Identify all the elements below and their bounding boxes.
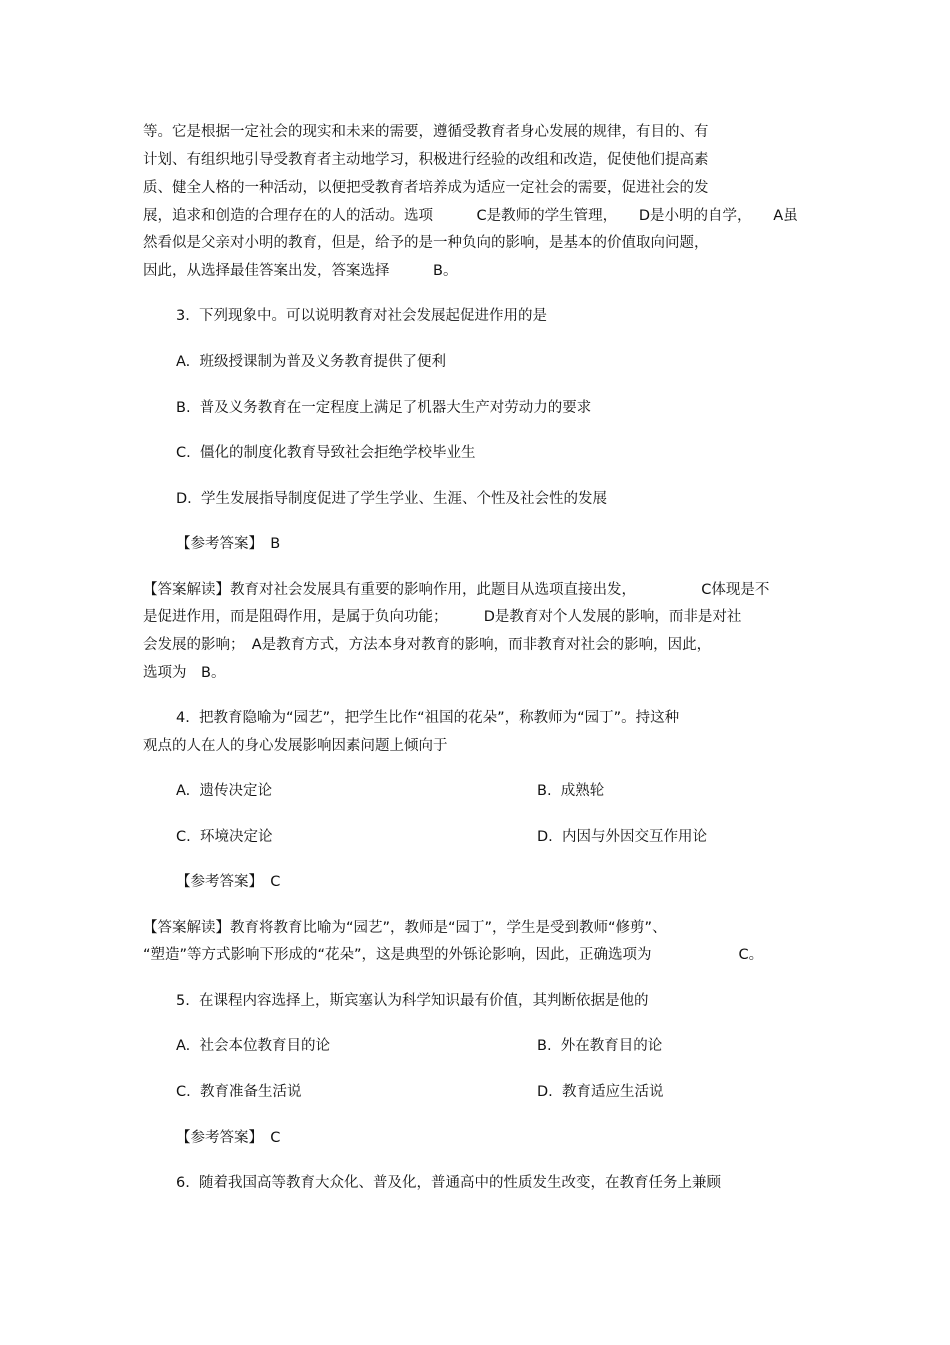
q3-explanation-line-1: 【答案解读】教育对社会发展具有重要的影响作用，此题目从选项直接出发， C体现是不 [143,582,770,598]
q5-option-b: B. 外在教育目的论 [537,1038,663,1054]
q4-explanation-line-2: “塑造”等方式影响下形成的“花朵”，这是典型的外铄论影响，因此，正确选项为 C。 [143,947,764,963]
q4-option-b: B. 成熟轮 [537,783,605,799]
intro-line-3: 质、健全人格的一种活动，以便把受教育者培养成为适应一定社会的需要，促进社会的发 [143,180,709,196]
q3-option-d: D. 学生发展指导制度促进了学生学业、生涯、个性及社会性的发展 [176,491,607,507]
q3-option-c: C. 僵化的制度化教育导致社会拒绝学校毕业生 [176,445,476,461]
q5-option-d: D. 教育适应生活说 [537,1084,664,1100]
intro-line-4: 展，追求和创造的合理存在的人的活动。选项 C是教师的学生管理， D是小明的自学， A虽 [143,208,798,224]
q3-explanation-line-4: 选项为 B。 [143,665,226,681]
intro-line-1: 等。它是根据一定社会的现实和未来的需要，遵循受教育者身心发展的规律，有目的、有 [143,124,709,140]
q5-option-c: C. 教育准备生活说 [176,1084,302,1100]
q4-option-d: D. 内因与外因交互作用论 [537,829,707,845]
intro-line-2: 计划、有组织地引导受教育者主动地学习，积极进行经验的改组和改造，促使他们提高素 [143,152,709,168]
q5-answer: 【参考答案】 C [176,1130,281,1146]
q3-option-b: B. 普及义务教育在一定程度上满足了机器大生产对劳动力的要求 [176,400,592,416]
q5-stem: 5. 在课程内容选择上，斯宾塞认为科学知识最有价值，其判断依据是他的 [176,993,649,1009]
q5-option-a: A. 社会本位教育目的论 [176,1038,330,1054]
q4-answer: 【参考答案】 C [176,874,281,890]
q4-option-c: C. 环境决定论 [176,829,273,845]
intro-line-6: 因此，从选择最佳答案出发，答案选择 B。 [143,263,458,279]
q3-option-a: A. 班级授课制为普及义务教育提供了便利 [176,354,446,370]
q4-stem-line-1: 4. 把教育隐喻为“园艺”，把学生比作“祖国的花朵”，称教师为“园丁”。持这种 [176,710,680,726]
q3-explanation-line-3: 会发展的影响； A是教育方式，方法本身对教育的影响，而非教育对社会的影响，因此， [143,637,712,653]
intro-line-5: 然看似是父亲对小明的教育，但是，给予的是一种负向的影响，是基本的价值取向问题， [143,235,709,251]
q4-stem-line-2: 观点的人在人的身心发展影响因素问题上倾向于 [143,738,448,754]
q4-option-a: A. 遗传决定论 [176,783,272,799]
q3-answer: 【参考答案】 B [176,536,281,552]
q6-stem: 6. 随着我国高等教育大众化、普及化，普通高中的性质发生改变，在教育任务上兼顾 [176,1175,722,1191]
q3-stem: 3. 下列现象中。可以说明教育对社会发展起促进作用的是 [176,308,548,324]
q3-explanation-line-2: 是促进作用，而是阻碍作用，是属于负向功能； D是教育对个人发展的影响，而非是对社 [143,609,742,625]
q4-explanation-line-1: 【答案解读】教育将教育比喻为“园艺”，教师是“园丁”，学生是受到教师“修剪”、 [143,920,667,936]
